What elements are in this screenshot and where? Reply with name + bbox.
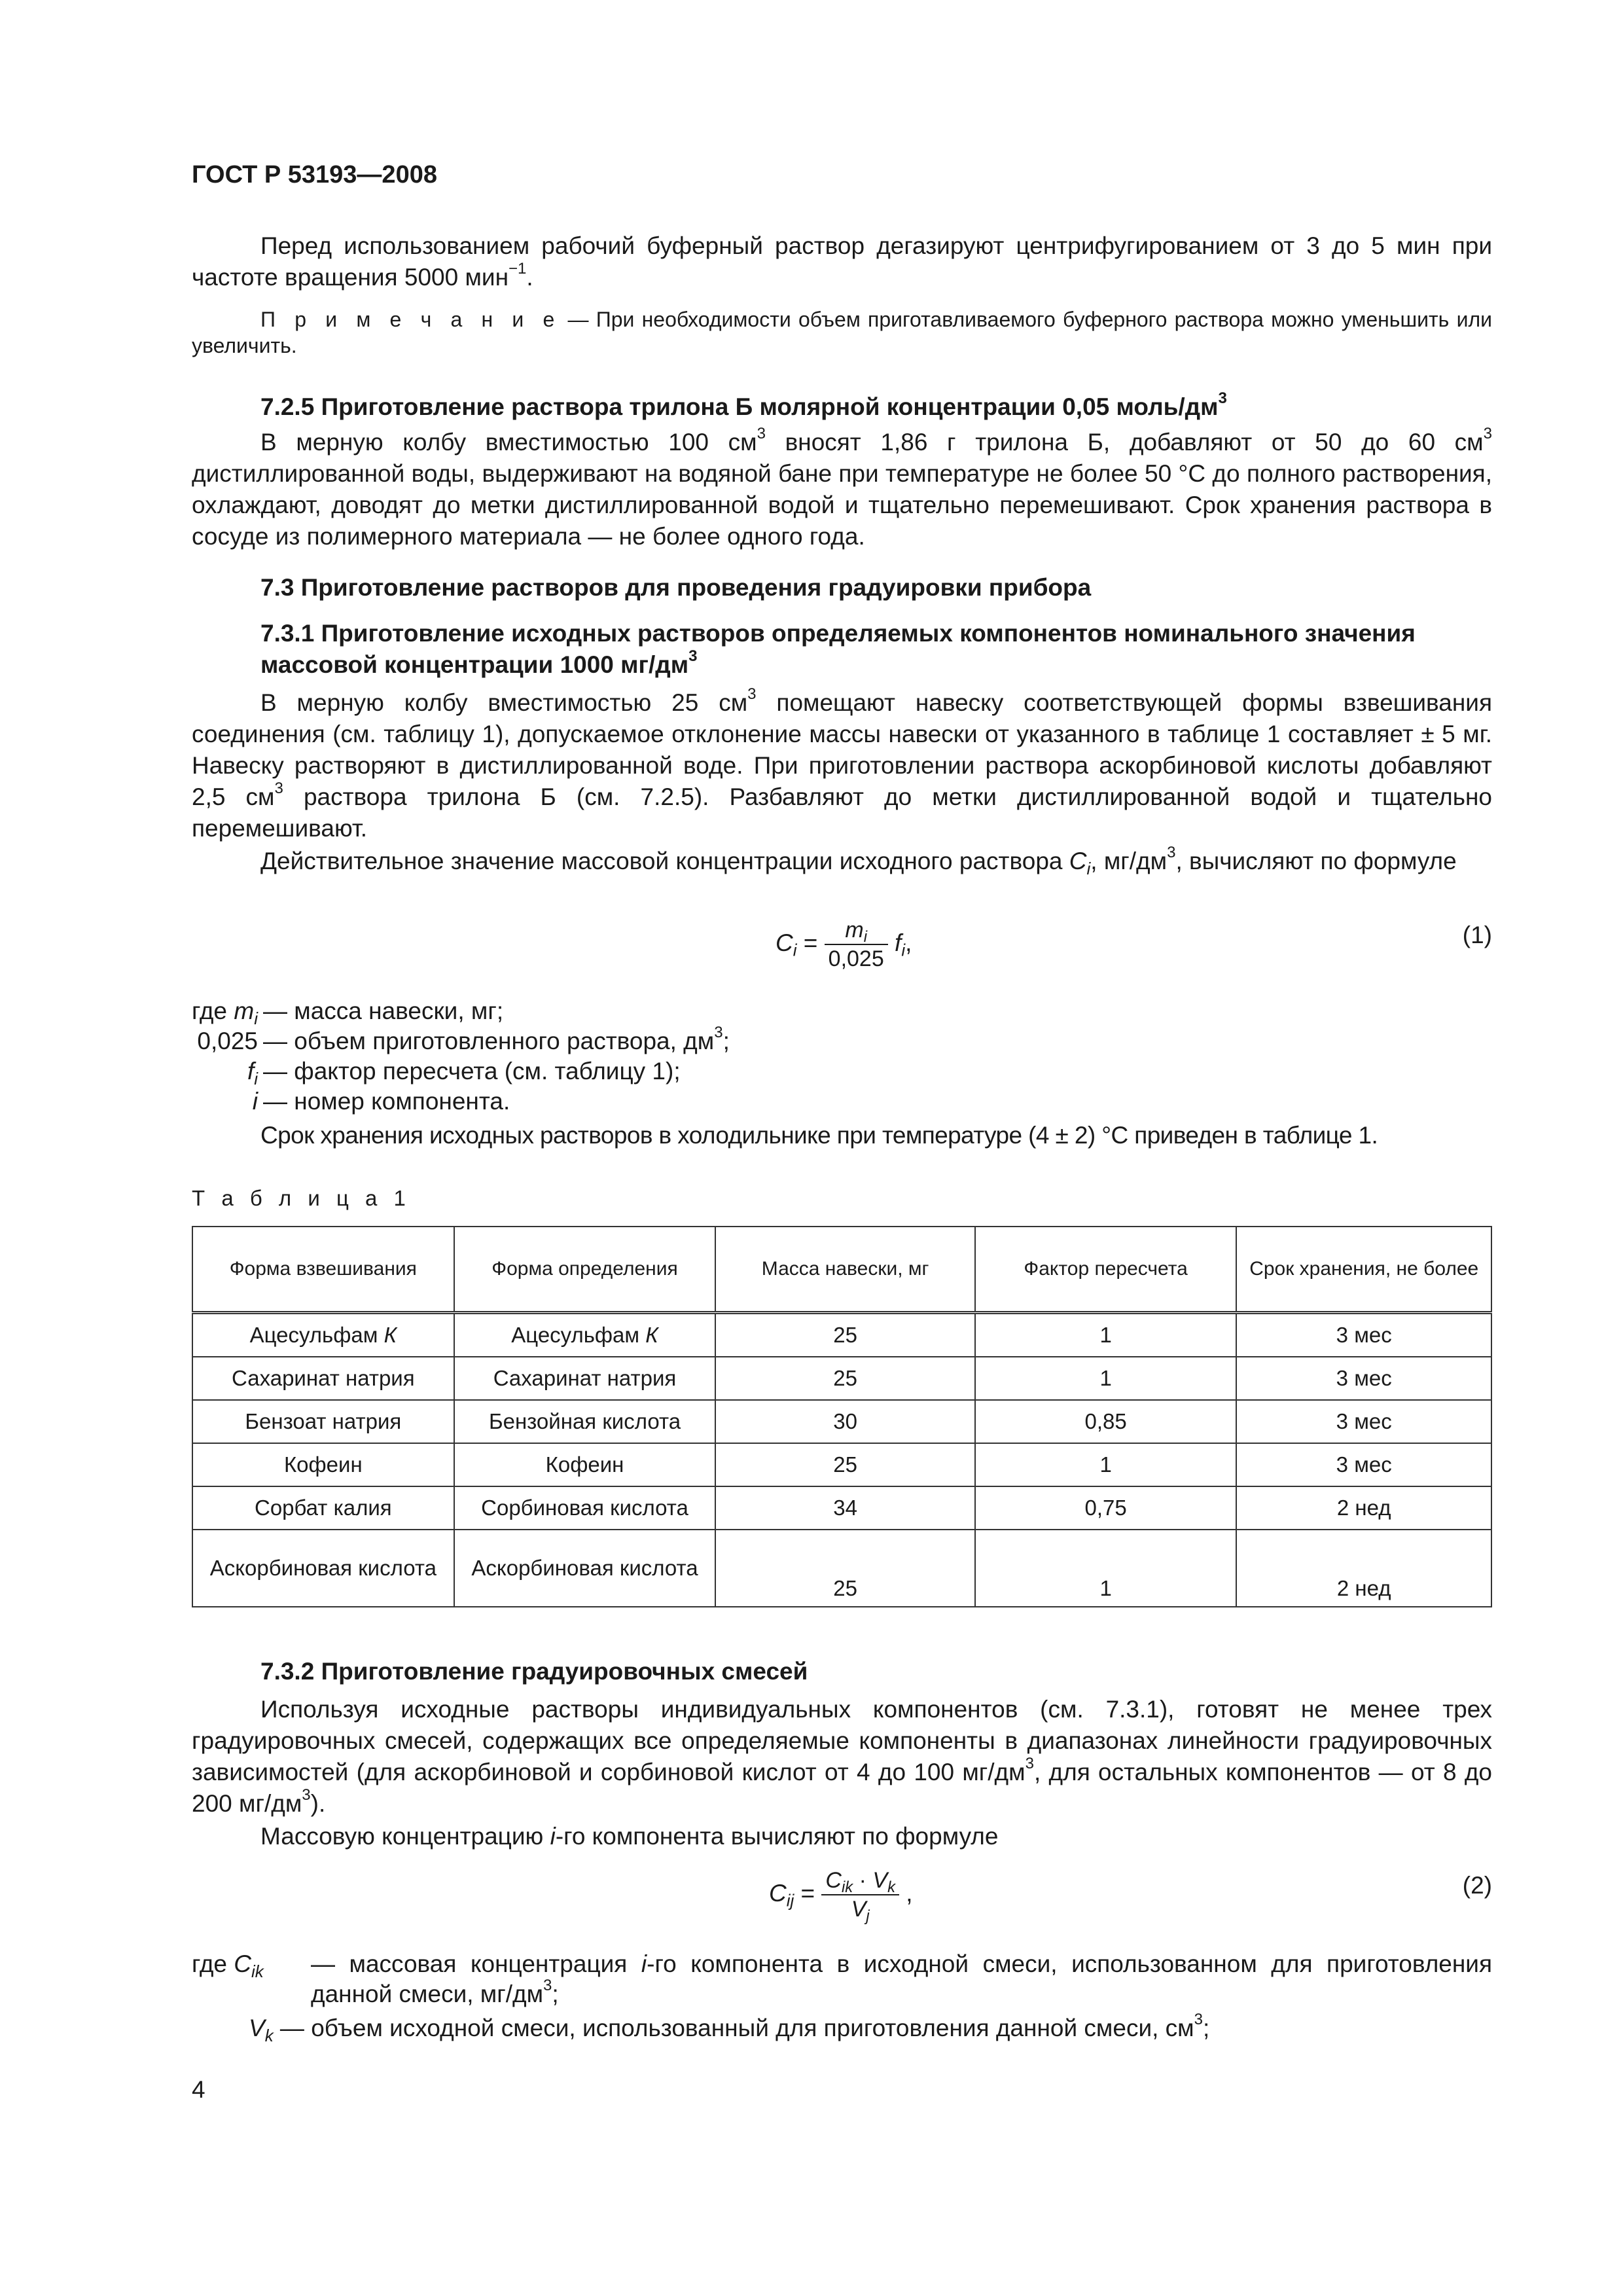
page-number: 4	[192, 2076, 205, 2103]
table-row	[192, 1486, 1491, 1530]
table-header-row	[192, 1227, 1491, 1313]
table-cell: Сахаринат натрия	[454, 1357, 716, 1400]
formula-1: $C_i$ = $\frac{m_i}{0,025}$ $f_i$,	[776, 918, 912, 971]
table-row	[192, 1400, 1491, 1443]
section-7-2-5-text: В мерную колбу вместимостью 100 $см^3$ вносят 1,86 г трилона Б, добавляют от 50 до 60 $см^3$ дистиллированной воды, выдерживают на водяной бане при температуре не более 50 °С до полного растворения, охлаждают, доводят до метки дистиллированной водой и тщательно перемешивают. Срок хранения раствора в сосуде из полимерного материала — не более одного года.	[192, 424, 1492, 550]
where-item-f: $f_i$ — фактор пересчета (см. таблицу 1);	[247, 1058, 681, 1088]
table-cell: Ацесульфам К	[192, 1313, 454, 1357]
section-7-3-2-formula-intro: Массовую концентрацию i-го компонента вычисляют по формуле	[260, 1823, 999, 1850]
where-item-m: $m_i$ — масса навески, мг;	[234, 997, 504, 1028]
table-cell: 2 нед	[1236, 1486, 1491, 1530]
table-row	[192, 1530, 1491, 1607]
section-7-3-heading: 7.3 Приготовление растворов для проведения градуировки прибора	[260, 574, 1092, 601]
intro-paragraph: Перед использованием рабочий буферный раствор дегазируют центрифугированием от 3 до 5 мин при частоте вращения 5000 мин$^{-1}$.	[192, 232, 1492, 291]
table-cell: 25	[715, 1530, 975, 1607]
table-row	[192, 1443, 1491, 1486]
where-label-2: где $C_{ik}$	[192, 1950, 264, 1981]
where-item-i: i — номер компонента.	[252, 1088, 510, 1115]
section-7-3-1-heading: 7.3.1 Приготовление исходных растворов определяемых компонентов номинального значения массовой концентрации 1000 $мг/дм^3$	[260, 620, 1416, 678]
table-cell: 0,85	[975, 1400, 1237, 1443]
formula-2: $C_{ij}$ = $\frac{C_{ik} \cdot V_k}{V_j}$ ,	[769, 1868, 913, 1926]
table-cell: Бензоат натрия	[192, 1400, 454, 1443]
table-cell: Сахаринат натрия	[192, 1357, 454, 1400]
table-header-cell: Форма определения	[454, 1227, 716, 1313]
where-label: где	[192, 997, 228, 1024]
table-cell: Сорбиновая кислота	[454, 1486, 716, 1530]
section-7-3-2-heading: 7.3.2 Приготовление градуировочных смесей	[260, 1658, 808, 1685]
table-cell: 1	[975, 1357, 1237, 1400]
document-header: ГОСТ Р 53193—2008	[192, 161, 437, 188]
table-cell: 1	[975, 1313, 1237, 1357]
note-paragraph: П р и м е ч а н и е — При необходимости объем приготавливаемого буферного раствора можно уменьшить или увеличить.	[192, 308, 1493, 357]
where-item-vk: $V_k$ — объем исходной смеси, использованный для приготовления данной смеси, $см^3$;	[249, 2010, 1210, 2045]
table-header-cell: Срок хранения, не более	[1236, 1227, 1491, 1313]
table-row	[192, 1313, 1491, 1357]
table-cell: 0,75	[975, 1486, 1237, 1530]
table-cell: 25	[715, 1313, 975, 1357]
table-cell: 25	[715, 1443, 975, 1486]
formula-1-fraction: $\frac{m_i}{0,025}$	[825, 916, 888, 973]
table-cell: 3 мес	[1236, 1313, 1491, 1357]
table-cell: Ацесульфам К	[454, 1313, 716, 1357]
table-cell: 1	[975, 1530, 1237, 1607]
table-cell: Сорбат калия	[192, 1486, 454, 1530]
table-cell: Кофеин	[192, 1443, 454, 1486]
table-cell: 3 мес	[1236, 1357, 1491, 1400]
table-header-cell: Форма взвешивания	[192, 1227, 454, 1313]
table-cell: 1	[975, 1443, 1237, 1486]
formula-1-number: (1)	[1462, 922, 1492, 948]
section-7-2-5-heading: 7.2.5 Приготовление раствора трилона Б молярной концентрации 0,05 моль/$дм^3$	[260, 389, 1227, 420]
table-cell: Аскорбиновая кислота	[454, 1530, 716, 1607]
where-item-volume: 0,025 — объем приготовленного раствора, $дм^3$;	[197, 1023, 730, 1054]
table-cell: 3 мес	[1236, 1443, 1491, 1486]
formula-2-fraction: $\frac{C_{ik} \cdot V_k}{V_j}$	[821, 1867, 899, 1923]
table-cell: 3 мес	[1236, 1400, 1491, 1443]
table-cell: 30	[715, 1400, 975, 1443]
section-7-3-1-text: В мерную колбу вместимостью 25 $см^3$ помещают навеску соответствующей формы взвешивания соединения (см. таблицу 1), допускаемое отклонение массы навески от указанного в таблице 1 составляет ± 5 мг. Навеску растворяют в дистиллированной воде. При приготовлении раствора аскорбиновой кислоты добавляют 2,5 $см^3$ раствора трилона Б (см. 7.2.5). Разбавляют до метки дистиллированной водой и тщательно перемешивают.	[192, 685, 1493, 842]
table-cell: Бензойная кислота	[454, 1400, 716, 1443]
table-cell: 25	[715, 1357, 975, 1400]
table-cell: Кофеин	[454, 1443, 716, 1486]
table-header-cell: Фактор пересчета	[975, 1227, 1237, 1313]
table-1	[192, 1226, 1492, 1607]
table-cell: 2 нед	[1236, 1530, 1491, 1607]
table-caption: Т а б л и ц а 1	[192, 1186, 411, 1210]
table-header-cell: Масса навески, мг	[715, 1227, 975, 1313]
formula-2-number: (2)	[1462, 1872, 1492, 1899]
table-cell: Аскорбиновая кислота	[192, 1530, 454, 1607]
section-7-3-1-formula-intro: Действительное значение массовой концентрации исходного раствора $C_i$, $мг/дм^3$, вычисляют по формуле	[260, 843, 1457, 878]
section-7-3-2-text: Используя исходные растворы индивидуальных компонентов (см. 7.3.1), готовят не менее трех градуировочных смесей, содержащих все определяемые компоненты в диапазонах линейности градуировочных зависимостей (для аскорбиновой и сорбиновой кислот от 4 до 100 $мг/дм^3$, для остальных компонентов — от 8 до 200 $мг/дм^3$).	[192, 1696, 1492, 1817]
storage-paragraph: Срок хранения исходных растворов в холодильнике при температуре (4 ± 2) °С приведен в таблице 1.	[260, 1122, 1378, 1149]
where-item-cik: — массовая концентрация i-го компонента в исходной смеси, использованном для приготовления данной смеси, $мг/дм^3$;	[311, 1950, 1492, 2007]
table-cell: 34	[715, 1486, 975, 1530]
table-row	[192, 1357, 1491, 1400]
